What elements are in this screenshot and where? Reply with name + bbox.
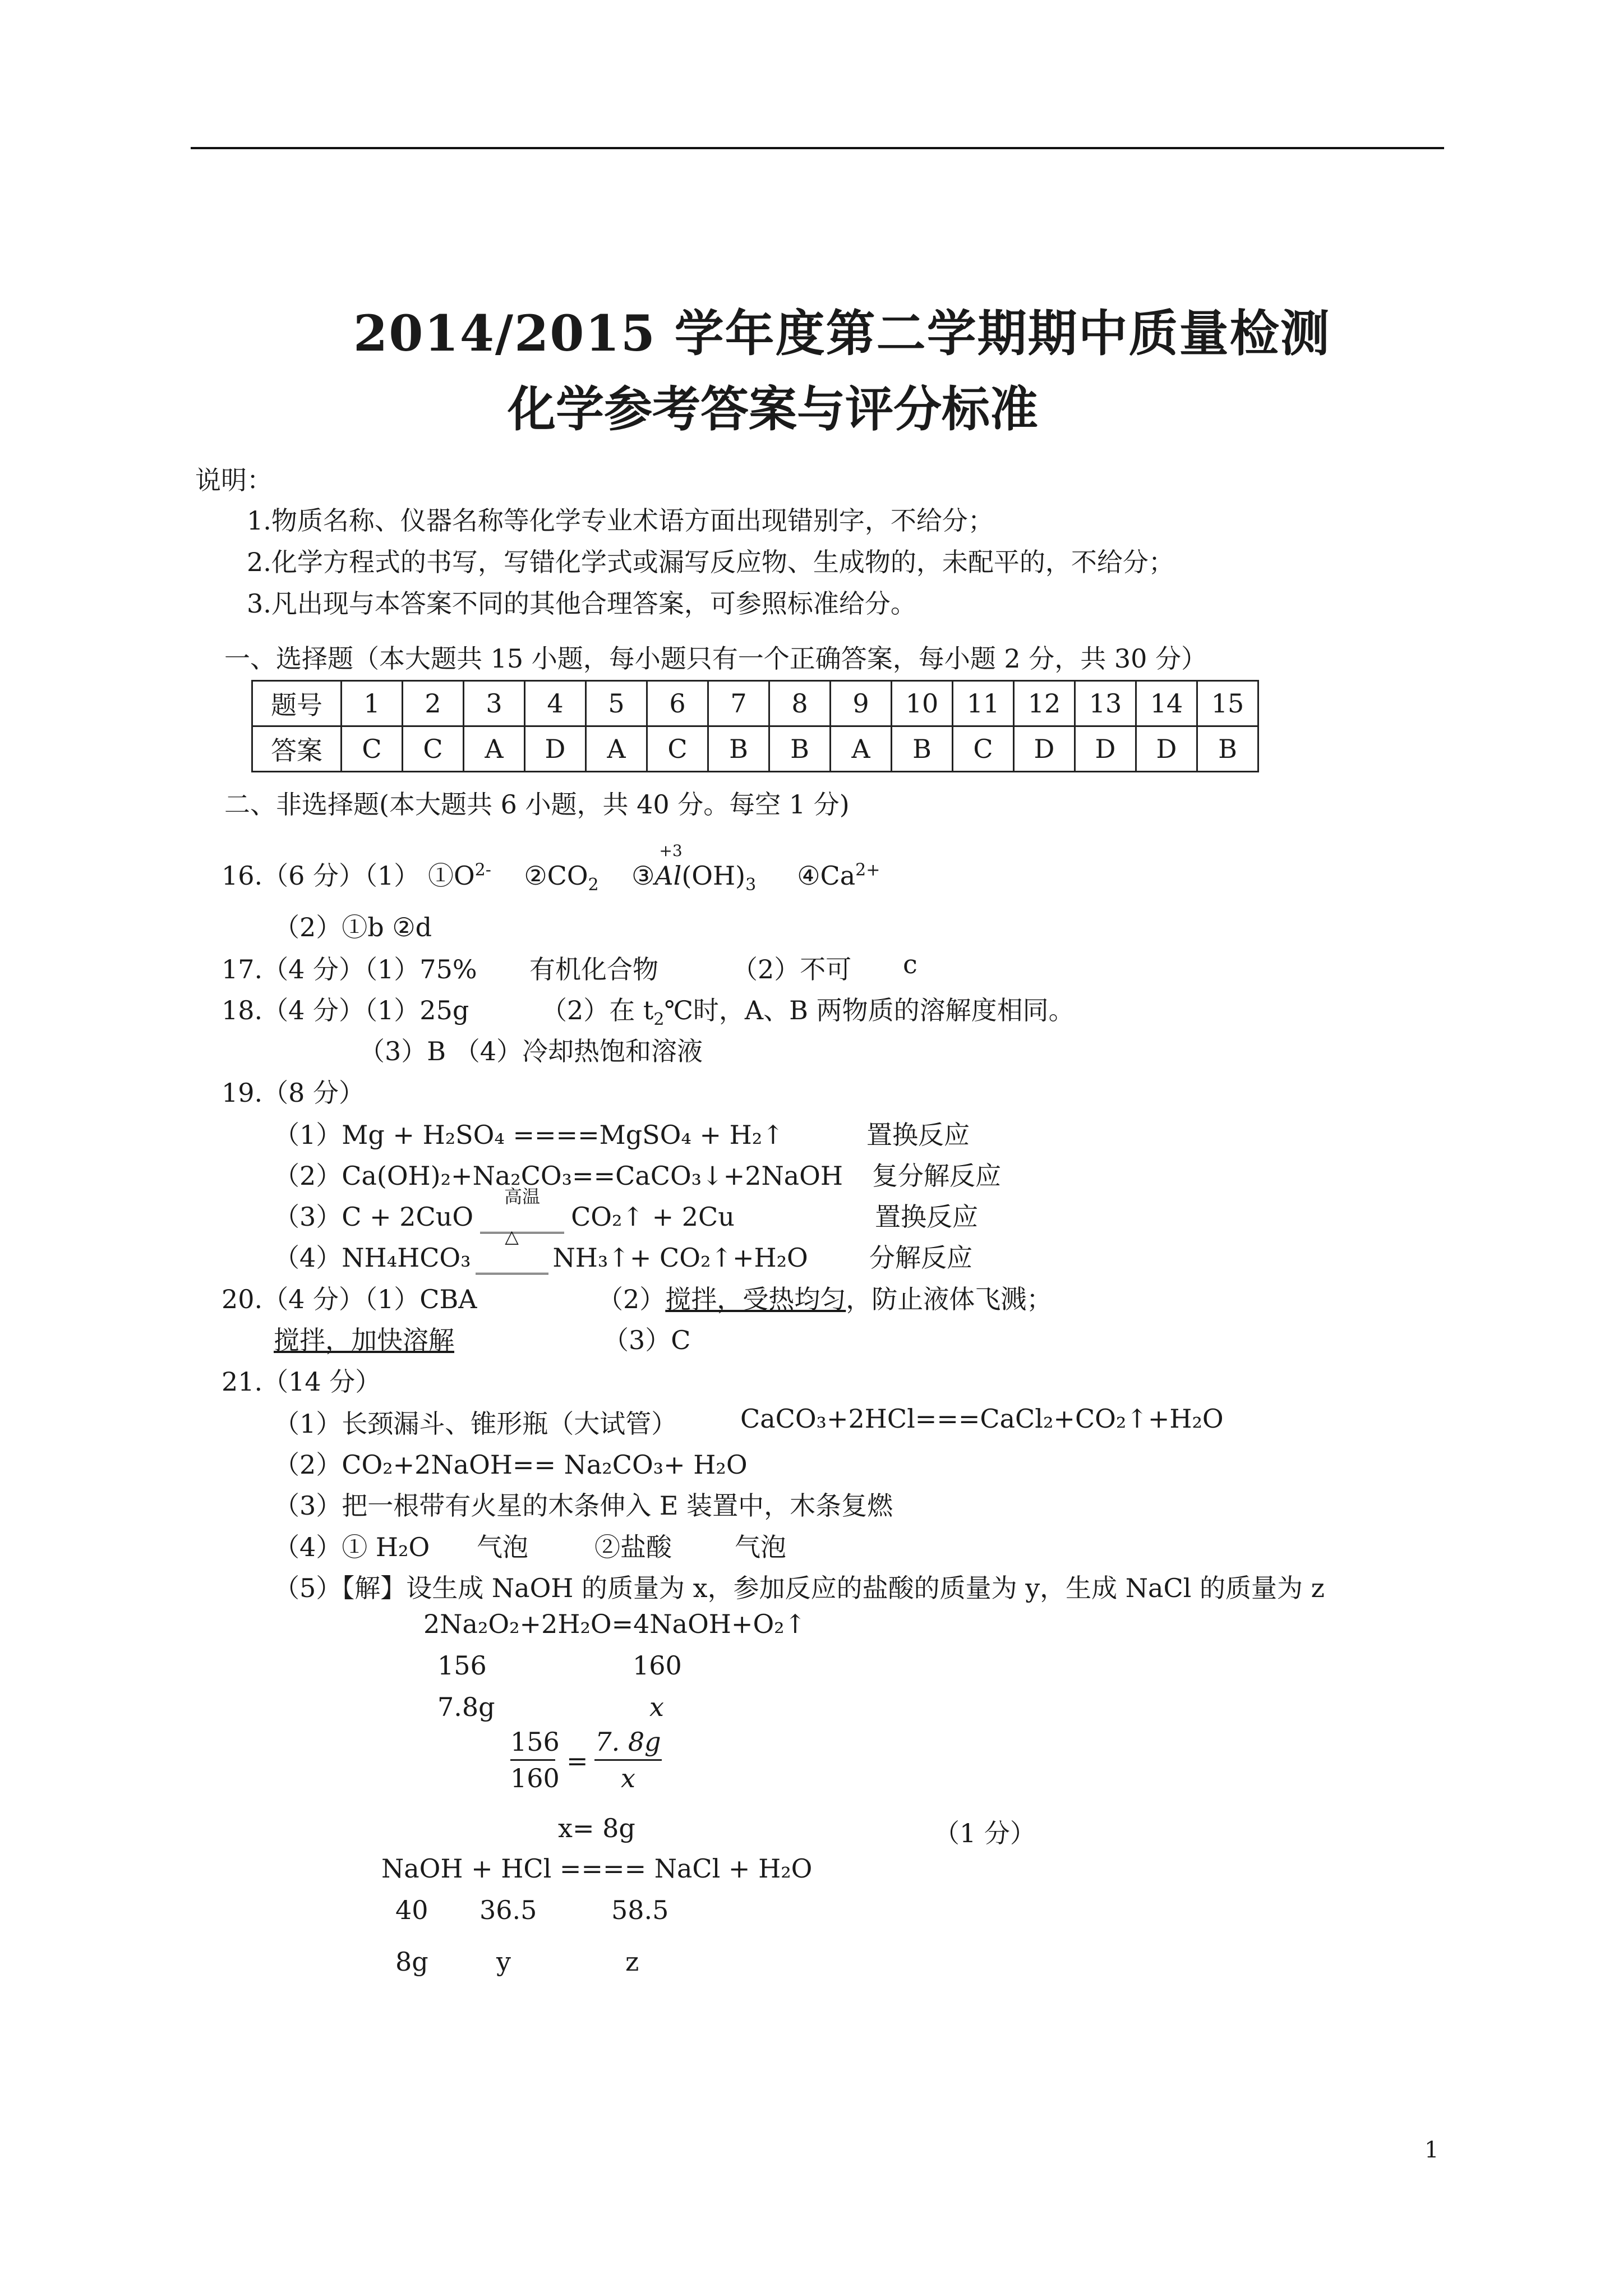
table-cell: D xyxy=(1014,726,1075,772)
q17-label: 17.（4 分）（1）75% xyxy=(222,954,477,984)
q19-eq3: （3）C + 2CuO 高温 CO₂↑ + 2Cu xyxy=(274,1197,735,1234)
q16-label: 16.（6 分）（1） xyxy=(222,861,420,891)
q19-type1: 置换反应 xyxy=(866,1120,970,1150)
q21-mass-b3: 58.5 xyxy=(611,1895,669,1925)
q21-line1-eq: CaCO₃+2HCl===CaCl₂+CO₂↑+H₂O xyxy=(740,1404,1224,1434)
table-cell: D xyxy=(525,726,586,772)
table-cell: A xyxy=(831,726,892,772)
table-cell: 5 xyxy=(586,681,647,726)
table-cell: B xyxy=(892,726,953,772)
table-cell: C xyxy=(953,726,1014,772)
q21-given-a1: 7.8g xyxy=(437,1692,495,1722)
q19-eq1: （1）Mg + H₂SO₄ ====MgSO₄ + H₂↑ xyxy=(274,1120,784,1150)
table-cell: 9 xyxy=(831,681,892,726)
q21-given-b2: y xyxy=(496,1947,511,1977)
table-cell: 15 xyxy=(1197,681,1258,726)
fraction-2: 7. 8g x xyxy=(595,1727,661,1793)
q21-line3: （3）把一根带有火星的木条伸入 E 装置中，木条复燃 xyxy=(274,1490,893,1521)
q19-type3: 置换反应 xyxy=(875,1202,978,1232)
table-cell: 7 xyxy=(708,681,769,726)
page-subtitle: 化学参考答案与评分标准 xyxy=(508,381,1038,438)
table-cell: 13 xyxy=(1075,681,1136,726)
page-number: 1 xyxy=(1424,2137,1439,2163)
q20-a4: （3）C xyxy=(603,1325,691,1355)
section1-heading: 一、选择题（本大题共 15 小题，每小题只有一个正确答案，每小题 2 分，共 30 分） xyxy=(224,643,1207,674)
q18-a2: （2）在 $t_2℃$时，A、B 两物质的溶解度相同。 xyxy=(541,995,1075,1030)
table-cell: 12 xyxy=(1014,681,1075,726)
q21-equation-b: NaOH + HCl ==== NaCl + H₂O xyxy=(381,1853,813,1884)
q21-line2: （2）CO₂+2NaOH== Na₂CO₃+ H₂O xyxy=(274,1450,748,1480)
fraction-bar xyxy=(594,1759,662,1761)
table-cell: B xyxy=(769,726,831,772)
q18-line2: （3）B （4）冷却热饱和溶液 xyxy=(359,1036,703,1066)
table-cell: B xyxy=(1197,726,1258,772)
q16-a2: $②CO_2$ xyxy=(524,861,599,895)
q17-a3: （2）不可 xyxy=(732,954,852,984)
answer-table xyxy=(251,680,1259,772)
q21-mass-b2: 36.5 xyxy=(479,1895,537,1925)
table-cell: A xyxy=(586,726,647,772)
q16-line1 xyxy=(222,841,880,895)
table-cell: 4 xyxy=(525,681,586,726)
q17-a2: 有机化合物 xyxy=(529,954,658,984)
section2-heading: 二、非选择题(本大题共 6 小题，共 40 分。每空 1 分) xyxy=(224,789,850,820)
q19-label: 19.（8 分） xyxy=(222,1078,365,1108)
q21-given-b1: 8g xyxy=(395,1947,428,1977)
q20-label: 20.（4 分）（1）CBA xyxy=(222,1284,477,1314)
q20-a3: 搅拌，加快溶解 xyxy=(274,1325,454,1355)
table-cell: C xyxy=(647,726,708,772)
q21-score: （1 分） xyxy=(934,1818,1036,1848)
q21-line4b: 气泡 xyxy=(477,1532,528,1562)
q21-line1: （1）长颈漏斗、锥形瓶（大试管） xyxy=(274,1409,677,1439)
q21-mass-b1: 40 xyxy=(395,1895,428,1925)
table-cell: 1 xyxy=(342,681,403,726)
header-rule xyxy=(191,147,1444,149)
table-cell: 3 xyxy=(464,681,525,726)
table-cell: A xyxy=(464,726,525,772)
q16-a4: $④Ca^{2+}$ xyxy=(797,860,880,891)
q21-mass-a1: 156 xyxy=(437,1650,487,1681)
q21-given-b3: z xyxy=(625,1947,639,1977)
q21-label: 21.（14 分） xyxy=(222,1366,381,1397)
notes-heading: 说明： xyxy=(195,465,273,495)
table-cell: B xyxy=(708,726,769,772)
note-item-2: 2.化学方程式的书写，写错化学式或漏写反应物、生成物的，未配平的，不给分； xyxy=(247,547,1174,577)
table-row-answers xyxy=(252,726,1258,772)
q21-line4a: （4）① H₂O xyxy=(274,1532,430,1562)
table-row-numbers xyxy=(252,681,1258,726)
q19-type4: 分解反应 xyxy=(869,1243,972,1273)
q21-line4c: ②盐酸 xyxy=(594,1532,672,1562)
table-cell: 8 xyxy=(769,681,831,726)
table-cell: C xyxy=(342,726,403,772)
q21-line5: （5）【解】设生成 NaOH 的质量为 x，参加反应的盐酸的质量为 y，生成 NaCl 的质量为 z xyxy=(274,1573,1325,1603)
q19-type2: 复分解反应 xyxy=(872,1161,1001,1191)
q21-given-a2: x xyxy=(649,1692,664,1722)
note-item-1: 1.物质名称、仪器名称等化学专业术语方面出现错别字，不给分； xyxy=(247,505,994,536)
table-cell: 14 xyxy=(1136,681,1197,726)
table-cell: C xyxy=(403,726,464,772)
q21-result: x= 8g xyxy=(558,1813,635,1843)
note-item-3: 3.凡出现与本答案不同的其他合理答案，可参照标准给分。 xyxy=(247,588,916,619)
q17-a4: c xyxy=(903,949,917,979)
row-label: 答案 xyxy=(252,726,342,772)
row-label: 题号 xyxy=(252,681,342,726)
q16-a3: ③ +3 $Al(OH)_3$ xyxy=(631,841,757,895)
table-cell: D xyxy=(1136,726,1197,772)
fraction-1: 156 160 xyxy=(510,1727,560,1793)
table-cell: 2 xyxy=(403,681,464,726)
q18-label: 18.（4 分）（1）25g xyxy=(222,995,469,1025)
page-title: 2014/2015 学年度第二学期期中质量检测 xyxy=(353,304,1331,362)
q21-line4d: 气泡 xyxy=(735,1532,786,1562)
q21-equation-a: 2Na₂O₂+2H₂O=4NaOH+O₂↑ xyxy=(423,1609,806,1639)
table-cell: 6 xyxy=(647,681,708,726)
q19-eq4: （4）NH₄HCO₃ △ NH₃↑+ CO₂↑+H₂O xyxy=(274,1237,808,1274)
q16-a1: $①O^{2-}$ xyxy=(427,860,491,891)
table-cell: 10 xyxy=(892,681,953,726)
q21-mass-a2: 160 xyxy=(633,1650,682,1681)
q20-a2: （2）搅拌，受热均匀，防止液体飞溅； xyxy=(597,1284,1053,1314)
equals-sign: = xyxy=(566,1746,588,1776)
table-cell: 11 xyxy=(953,681,1014,726)
table-cell: D xyxy=(1075,726,1136,772)
q19-eq2: （2）Ca(OH)₂+Na₂CO₃==CaCO₃↓+2NaOH xyxy=(274,1161,843,1191)
q16-line2: （2）①b ②d xyxy=(274,912,432,942)
fraction-bar xyxy=(510,1759,555,1761)
